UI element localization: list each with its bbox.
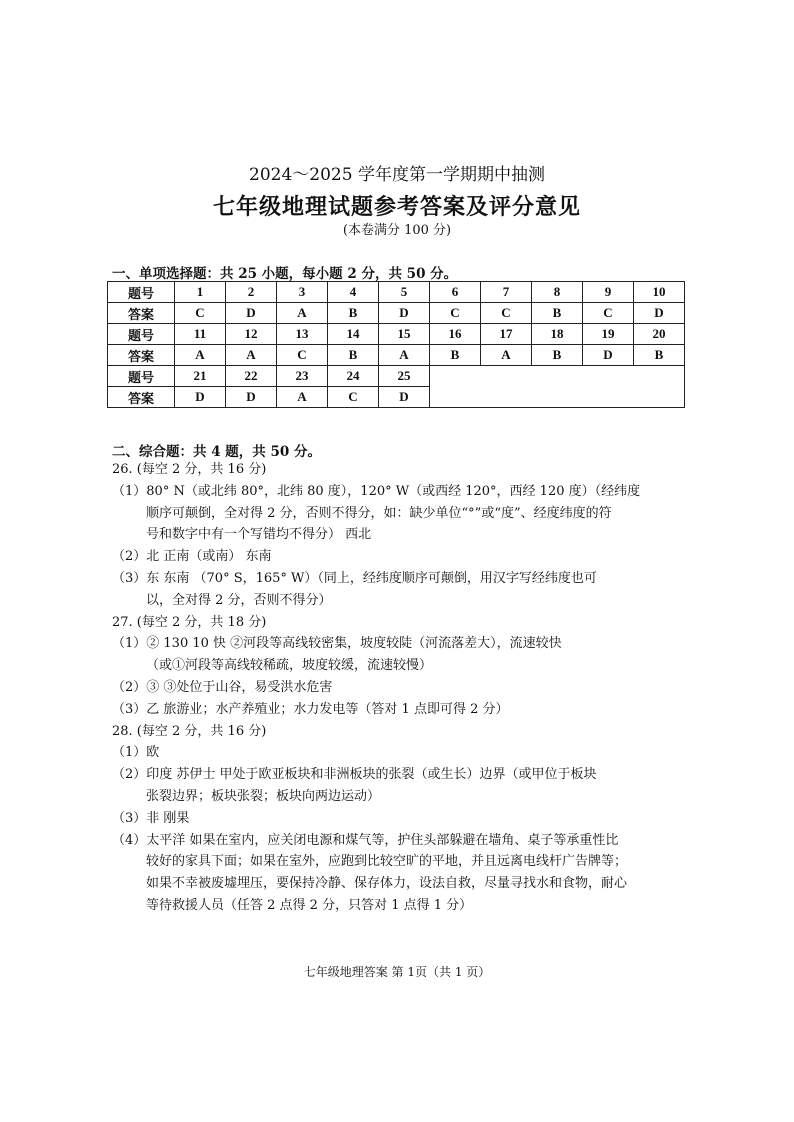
answer-cell: D — [226, 387, 277, 408]
question-number: 4 — [328, 282, 379, 303]
answer-cell: A — [226, 345, 277, 366]
section2-content — [112, 459, 692, 917]
answer-cell: C — [175, 303, 226, 324]
answer-label: 答案 — [108, 387, 175, 408]
answer-line: 如果不幸被废墟埋压，要保持冷静、保存体力，设法自救，尽量寻找水和食物，耐心 — [146, 876, 628, 892]
answer-cell: C — [328, 387, 379, 408]
question-label: 题号 — [108, 282, 175, 303]
answer-line: （3）东 东南 （70° S，165° W）（同上，经纬度顺序可颠倒，用汉字写经纬度也可 — [112, 570, 597, 586]
answer-line: （2）③ ③处位于山谷，易受洪水危害 — [112, 679, 333, 695]
question-number: 13 — [277, 324, 328, 345]
question-number: 23 — [277, 366, 328, 387]
choice-answer-table — [107, 281, 685, 408]
question-label: 题号 — [108, 366, 175, 387]
answer-line: （3）非 刚果 — [112, 810, 190, 826]
question-number: 16 — [430, 324, 481, 345]
answer-cell: A — [277, 387, 328, 408]
table-row — [108, 303, 685, 324]
empty-cell — [430, 366, 685, 408]
answer-line: 较好的家具下面；如果在室外，应跑到比较空旷的平地，并且远离电线杆广告牌等； — [146, 854, 628, 870]
question-number: 12 — [226, 324, 277, 345]
answer-line: （4）太平洋 如果在室内，应关闭电源和煤气等，护住头部躲避在墙角、桌子等承重性比 — [112, 832, 619, 848]
answer-cell: B — [532, 345, 583, 366]
question-number: 14 — [328, 324, 379, 345]
answer-line: 以，全对得 2 分，否则不得分） — [146, 592, 332, 608]
question-number: 7 — [481, 282, 532, 303]
question-number: 10 — [634, 282, 685, 303]
answer-cell: C — [277, 345, 328, 366]
answer-line: （2）印度 苏伊士 甲处于欧亚板块和非洲板块的张裂（或生长）边界（或甲位于板块 — [112, 767, 597, 783]
answer-cell: B — [328, 345, 379, 366]
question-number: 3 — [277, 282, 328, 303]
question-number: 15 — [379, 324, 430, 345]
question-number: 20 — [634, 324, 685, 345]
answer-line: （2）北 正南（或南） 东南 — [112, 549, 272, 565]
question-number: 11 — [175, 324, 226, 345]
answer-line: 等待救援人员（任答 2 点得 2 分，只答对 1 点得 1 分） — [146, 897, 473, 913]
answer-cell: A — [175, 345, 226, 366]
table-row — [108, 345, 685, 366]
question-label: 题号 — [108, 324, 175, 345]
answer-cell: B — [532, 303, 583, 324]
answer-cell: A — [379, 345, 430, 366]
question-number: 9 — [583, 282, 634, 303]
answer-line: 张裂边界；板块张裂；板块向两边运动） — [146, 788, 381, 804]
answer-cell: B — [634, 345, 685, 366]
section1-heading: 一、单项选择题：共 25 小题，每小题 2 分，共 50 分。 — [112, 266, 458, 282]
section2-heading: 二、综合题：共 4 题，共 50 分。 — [112, 444, 321, 460]
page-title: 七年级地理试题参考答案及评分意见 — [212, 194, 581, 220]
answer-cell: D — [583, 345, 634, 366]
question-number: 22 — [226, 366, 277, 387]
question-number: 21 — [175, 366, 226, 387]
answer-cell: D — [175, 387, 226, 408]
answer-cell: A — [481, 345, 532, 366]
table-row — [108, 282, 685, 303]
question-number: 19 — [583, 324, 634, 345]
answer-cell: A — [277, 303, 328, 324]
full-score-note: (本卷满分 100 分) — [342, 223, 452, 238]
answer-line: （3）乙 旅游业；水产养殖业；水力发电等（答对 1 点即可得 2 分） — [112, 701, 509, 717]
answer-cell: B — [328, 303, 379, 324]
question-number: 17 — [481, 324, 532, 345]
answer-line: （1）80° N（或北纬 80°，北纬 80 度），120° W（或西经 120°，西经 120 度）（经纬度 — [112, 483, 641, 499]
table-row — [108, 366, 685, 387]
question-number: 6 — [430, 282, 481, 303]
answer-line: 号和数字中有一个写错均不得分） 西北 — [146, 527, 372, 543]
answer-label: 答案 — [108, 345, 175, 366]
question-number: 1 — [175, 282, 226, 303]
table-row — [108, 324, 685, 345]
question-number: 25 — [379, 366, 430, 387]
answer-cell: D — [379, 303, 430, 324]
answer-line: （1）欧 — [112, 745, 160, 761]
question-number: 8 — [532, 282, 583, 303]
answer-line: 顺序可颠倒，全对得 2 分，否则不得分，如：缺少单位“°”或“度”、经度纬度的符 — [146, 505, 612, 521]
answer-cell: D — [634, 303, 685, 324]
answer-cell: C — [583, 303, 634, 324]
question-heading: 28. (每空 2 分，共 16 分) — [112, 723, 267, 739]
question-number: 24 — [328, 366, 379, 387]
page-footer: 七年级地理答案 第 1页（共 1 页） — [303, 965, 491, 979]
question-number: 5 — [379, 282, 430, 303]
question-number: 18 — [532, 324, 583, 345]
answer-cell: D — [379, 387, 430, 408]
answer-line: （1）② 130 10 快 ②河段等高线较密集，坡度较陡（河流落差大），流速较快 — [112, 636, 562, 652]
answer-cell: C — [430, 303, 481, 324]
answer-cell: C — [481, 303, 532, 324]
answer-label: 答案 — [108, 303, 175, 324]
answer-line: （或①河段等高线较稀疏，坡度较缓，流速较慢） — [146, 658, 433, 674]
question-heading: 26. (每空 2 分，共 16 分) — [112, 462, 267, 477]
question-heading: 27. (每空 2 分，共 18 分) — [112, 614, 267, 630]
answer-cell: B — [430, 345, 481, 366]
answer-cell: D — [226, 303, 277, 324]
exam-term-title: 2024～2025 学年度第一学期期中抽测 — [249, 165, 545, 185]
question-number: 2 — [226, 282, 277, 303]
